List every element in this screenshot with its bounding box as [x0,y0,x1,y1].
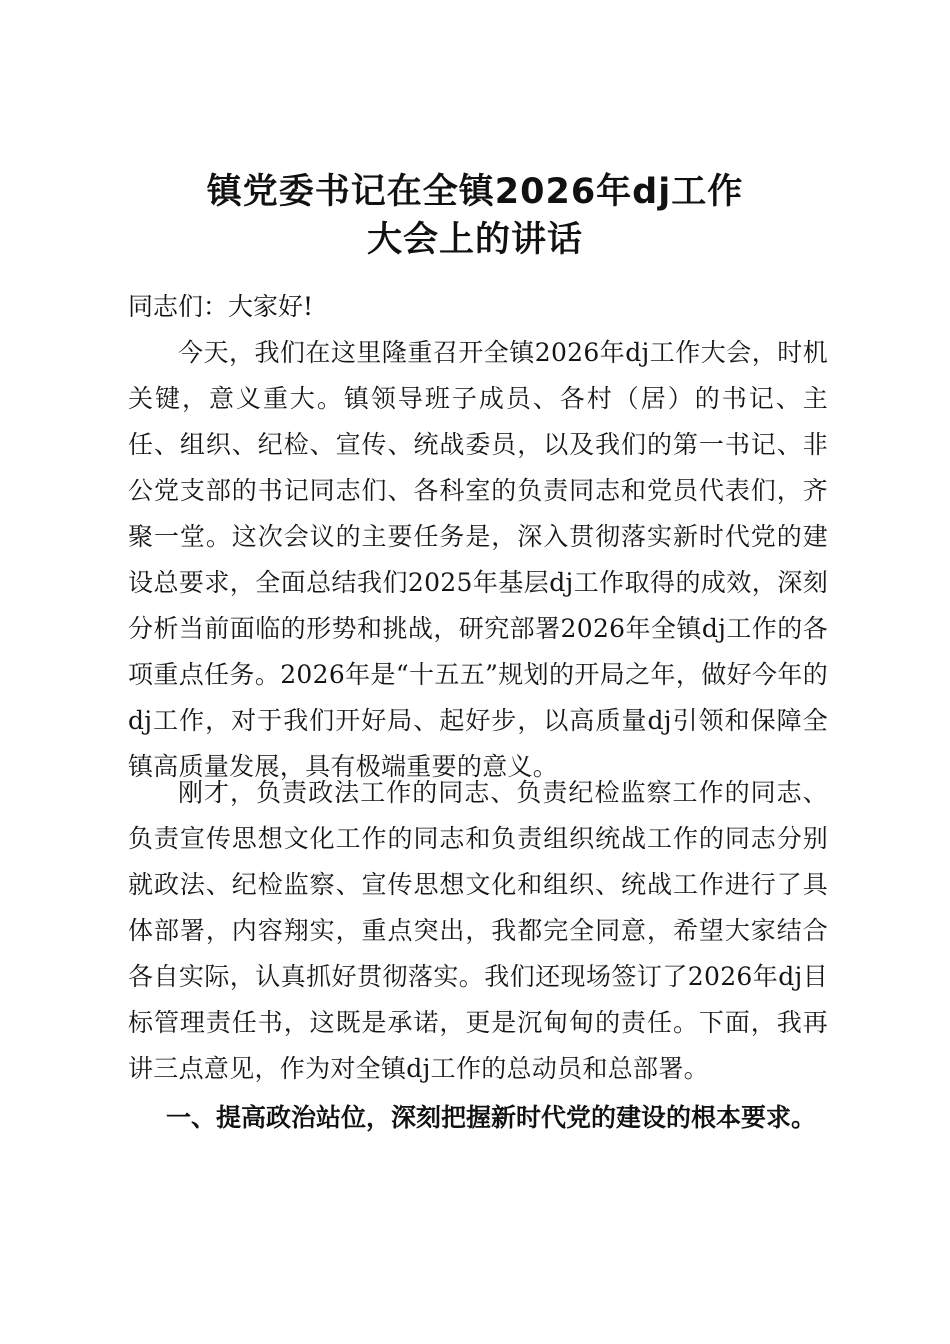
paragraph-review: 刚才，负责政法工作的同志、负责纪检监察工作的同志、负责宣传思想文化工作的同志和负责组织统战工作的同志分别就政法、纪检监察、宣传思想文化和组织、统战工作进行了具体部署，内容翔实，重点突出，我都完全同意，希望大家结合各自实际，认真抓好贯彻落实。我们还现场签订了2026年dj目标管理责任书，这既是承诺，更是沉甸甸的责任。下面，我再讲三点意见，作为对全镇dj工作的总动员和总部署。 [128,778,828,1083]
section-heading-1: 一、提高政治站位，深刻把握新时代党的建设的根本要求。 [166,1103,817,1132]
paragraph-opening: 今天，我们在这里隆重召开全镇2026年dj工作大会，时机关键，意义重大。镇领导班子成员、各村（居）的书记、主任、组织、纪检、宣传、统战委员，以及我们的第一书记、非公党支部的书记同志们、各科室的负责同志和党员代表们，齐聚一堂。这次会议的主要任务是，深入贯彻落实新时代党的建设总要求，全面总结我们2025年基层dj工作取得的成效，深刻分析当前面临的形势和挑战，研究部署2026年全镇dj工作的各项重点任务。2026年是“十五五”规划的开局之年，做好今年的dj工作，对于我们开好局、起好步，以高质量dj引领和保障全镇高质量发展，具有极端重要的意义。 [128,338,828,781]
paragraph-1-block [128,330,828,790]
paragraph-2-block [128,770,828,1092]
document-title-line-2: 大会上的讲话 [366,220,583,260]
document-title-line-1: 镇党委书记在全镇2026年dj工作 [206,172,744,212]
salutation: 同志们：大家好! [128,292,314,321]
